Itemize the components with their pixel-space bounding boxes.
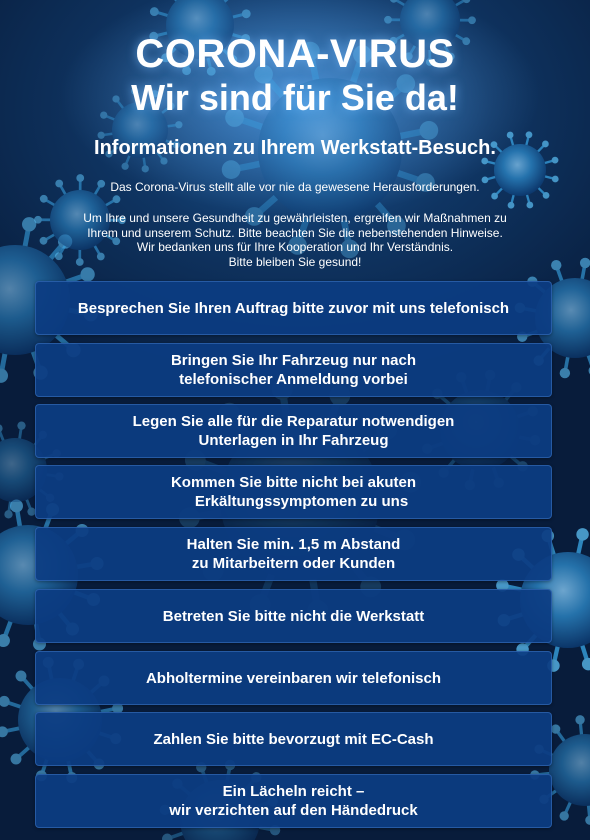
notice-line: telefonischer Anmeldung vorbei [179, 371, 408, 388]
notice-line: zu Mitarbeitern oder Kunden [191, 555, 396, 572]
info-paragraph [40, 211, 550, 269]
info-paragraph-line: Ihrem und unserem Schutz. Bitte beachten Sie die nebenstehenden Hinweise. [87, 225, 503, 240]
notice-line: Betreten Sie bitte nicht die Werkstatt [162, 607, 425, 625]
title-line-2: Wir sind für Sie da! [131, 77, 459, 118]
notice-card [35, 404, 552, 458]
info-paragraph-line: Um Ihre und unsere Gesundheit zu gewährleisten, ergreifen wir Maßnahmen zu [83, 211, 507, 225]
intro-text: Das Corona-Virus stellt alle vor nie da gewesene Herausforderungen. [110, 180, 480, 194]
subtitle: Informationen zu Ihrem Werkstatt-Besuch. [94, 137, 496, 159]
notice-line: Ein Lächeln reicht – [222, 783, 365, 800]
notice-line: Halten Sie min. 1,5 m Abstand [186, 536, 401, 553]
notice-line: Unterlagen in Ihr Fahrzeug [198, 432, 389, 449]
notice-line: Legen Sie alle für die Reparatur notwendigen [132, 413, 455, 430]
notice-card [35, 712, 552, 766]
notice-line: Erkältungssymptomen zu uns [194, 493, 409, 510]
notice-card [35, 527, 552, 581]
notice-card [35, 343, 552, 397]
notice-card [35, 774, 552, 828]
notice-line: Bringen Sie Ihr Fahrzeug nur nach [170, 352, 417, 369]
notice-line: Abholtermine vereinbaren wir telefonisch [145, 669, 442, 687]
notice-card [35, 465, 552, 519]
notice-line: wir verzichten auf den Händedruck [169, 802, 418, 819]
notice-card [35, 651, 552, 705]
notice-line: Besprechen Sie Ihren Auftrag bitte zuvor mit uns telefonisch [77, 299, 510, 317]
info-paragraph-line: Wir bedanken uns für Ihre Kooperation und Ihr Verständnis. [136, 240, 454, 254]
notice-line: Kommen Sie bitte nicht bei akuten [170, 474, 417, 491]
notice-card [35, 589, 552, 643]
notice-line: Zahlen Sie bitte bevorzugt mit EC-Cash [153, 730, 434, 748]
info-paragraph-line: Bitte bleiben Sie gesund! [228, 254, 362, 269]
title-line-1: CORONA-VIRUS [135, 32, 455, 76]
notice-card [35, 281, 552, 335]
